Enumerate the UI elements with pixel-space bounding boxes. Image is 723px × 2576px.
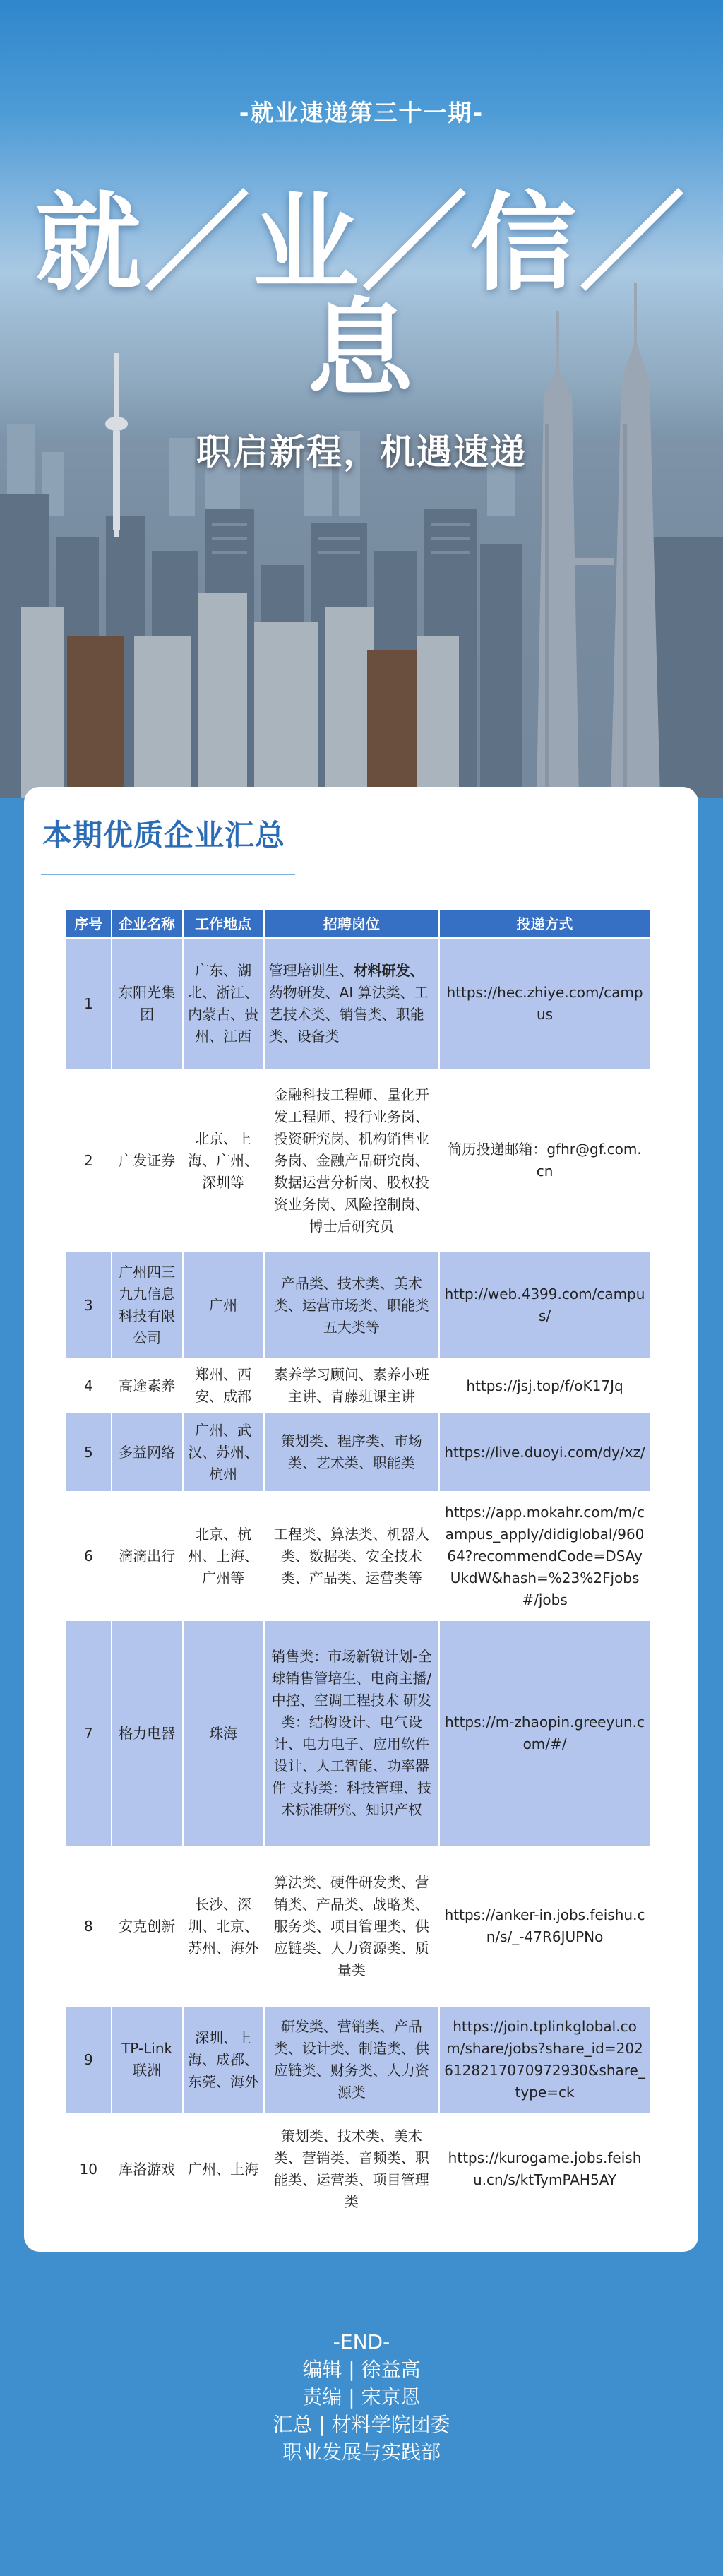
row-no: 5 <box>66 1413 112 1492</box>
row-location: 北京、杭州、上海、广州等 <box>183 1492 264 1620</box>
row-positions: 素养学习顾问、素养小班主讲、青藤班课主讲 <box>264 1359 439 1413</box>
hero-banner <box>0 0 723 798</box>
row-location: 广东、湖北、浙江、内蒙古、贵州、江西 <box>183 938 264 1069</box>
row-location: 广州 <box>183 1252 264 1359</box>
row-company: 广发证券 <box>112 1069 183 1252</box>
row-company: 东阳光集团 <box>112 938 183 1069</box>
row-location: 长沙、深圳、北京、苏州、海外 <box>183 1846 264 2006</box>
row-company: 滴滴出行 <box>112 1492 183 1620</box>
footer-dept: 职业发展与实践部 <box>282 2440 441 2464</box>
table-row <box>66 2113 650 2225</box>
section-title-underline <box>41 874 295 875</box>
table-row <box>66 2006 650 2113</box>
row-positions: 金融科技工程师、量化开发工程师、投行业务岗、投资研究岗、机构销售业务岗、金融产品研究岗、数据运营分析岗、股权投资业务岗、风险控制岗、博士后研究员 <box>264 1069 439 1252</box>
row-apply-link[interactable]: https://jsj.top/f/oK17Jq <box>439 1359 650 1413</box>
table-row <box>66 1252 650 1359</box>
row-positions: 策划类、程序类、市场类、艺术类、职能类 <box>264 1413 439 1492</box>
company-table <box>65 909 651 2226</box>
table-row <box>66 1069 650 1252</box>
row-no: 4 <box>66 1359 112 1413</box>
row-apply-link[interactable]: https://m-zhaopin.greeyun.com/#/ <box>439 1620 650 1846</box>
row-apply-link[interactable]: http://web.4399.com/campus/ <box>439 1252 650 1359</box>
row-company: 广州四三九九信息科技有限公司 <box>112 1252 183 1359</box>
positions-post: 药物研发、AI 算法类、工艺技术类、销售类、职能类、设备类 <box>268 984 429 1045</box>
header-location: 工作地点 <box>183 910 264 938</box>
table-row <box>66 1846 650 2006</box>
row-positions: 算法类、硬件研发类、营销类、产品类、战略类、服务类、项目管理类、供应链类、人力资源类、质量类 <box>264 1846 439 2006</box>
row-location: 珠海 <box>183 1620 264 1846</box>
row-no: 9 <box>66 2006 112 2113</box>
header-company: 企业名称 <box>112 910 183 938</box>
footer-editor: 编辑 | 徐益高 <box>302 2358 421 2381</box>
row-no: 8 <box>66 1846 112 2006</box>
row-company: TP-Link联洲 <box>112 2006 183 2113</box>
row-positions: 工程类、算法类、机器人类、数据类、安全技术类、产品类、运营类等 <box>264 1492 439 1620</box>
row-positions <box>264 938 439 1069</box>
footer-credits <box>0 2328 723 2466</box>
table-header-row <box>66 910 650 938</box>
row-positions: 产品类、技术类、美术类、运营市场类、职能类五大类等 <box>264 1252 439 1359</box>
row-no: 7 <box>66 1620 112 1846</box>
row-location: 广州、武汉、苏州、杭州 <box>183 1413 264 1492</box>
table-row <box>66 938 650 1069</box>
row-apply-link[interactable]: https://anker-in.jobs.feishu.cn/s/_-47R6JUPNo <box>439 1846 650 2006</box>
row-company: 安克创新 <box>112 1846 183 2006</box>
row-apply-link[interactable]: https://app.mokahr.com/m/campus_apply/didiglobal/96064?recommendCode=DSAyUkdW&hash=%23%2Fjobs#/jobs <box>439 1492 650 1620</box>
header-no: 序号 <box>66 910 112 938</box>
table-row <box>66 1492 650 1620</box>
row-no: 1 <box>66 938 112 1069</box>
header-positions: 招聘岗位 <box>264 910 439 938</box>
row-company: 库洛游戏 <box>112 2113 183 2225</box>
row-apply-link[interactable]: https://kurogame.jobs.feishu.cn/s/ktTymPAH5AY <box>439 2113 650 2225</box>
slogan: 职启新程，机遇速递 <box>196 432 527 473</box>
row-location: 郑州、西安、成都 <box>183 1359 264 1413</box>
row-positions: 策划类、技术类、美术类、营销类、音频类、职能类、运营类、项目管理类 <box>264 2113 439 2225</box>
row-no: 3 <box>66 1252 112 1359</box>
row-no: 10 <box>66 2113 112 2225</box>
section-title: 本期优质企业汇总 <box>42 818 286 853</box>
row-apply-link[interactable]: https://live.duoyi.com/dy/xz/ <box>439 1413 650 1492</box>
row-company: 高途素养 <box>112 1359 183 1413</box>
footer-reviewer: 责编 | 宋京恩 <box>302 2385 421 2409</box>
row-location: 深圳、上海、成都、东莞、海外 <box>183 2006 264 2113</box>
page-title: 就／业／信／息 <box>35 182 688 411</box>
row-apply-link[interactable]: https://join.tplinkglobal.com/share/jobs?share_id=2026128217070972930&share_type=ck <box>439 2006 650 2113</box>
table-row <box>66 1413 650 1492</box>
positions-pre: 管理培训生、 <box>268 962 354 979</box>
positions-bold: 材料研发、 <box>353 962 424 979</box>
row-location: 广州、上海 <box>183 2113 264 2225</box>
row-location: 北京、上海、广州、深圳等 <box>183 1069 264 1252</box>
row-no: 6 <box>66 1492 112 1620</box>
issue-label: -就业速递第三十一期- <box>239 99 484 126</box>
row-company: 多益网络 <box>112 1413 183 1492</box>
row-apply-email[interactable]: 简历投递邮箱：gfhr@gf.com.cn <box>439 1069 650 1252</box>
header-apply: 投递方式 <box>439 910 650 938</box>
footer-end: -END- <box>333 2330 390 2354</box>
row-positions: 研发类、营销类、产品类、设计类、制造类、供应链类、财务类、人力资源类 <box>264 2006 439 2113</box>
row-no: 2 <box>66 1069 112 1252</box>
table-row <box>66 1359 650 1413</box>
footer-compiler: 汇总 | 材料学院团委 <box>273 2413 450 2436</box>
row-positions: 销售类：市场新锐计划-全球销售管培生、电商主播/中控、空调工程技术 研发类：结构设计、电气设计、电力电子、应用软件设计、人工智能、功率器件 支持类：科技管理、技术标准研究、知识产权 <box>264 1620 439 1846</box>
row-company: 格力电器 <box>112 1620 183 1846</box>
row-apply-link[interactable]: https://hec.zhiye.com/campus <box>439 938 650 1069</box>
table-row <box>66 1620 650 1846</box>
